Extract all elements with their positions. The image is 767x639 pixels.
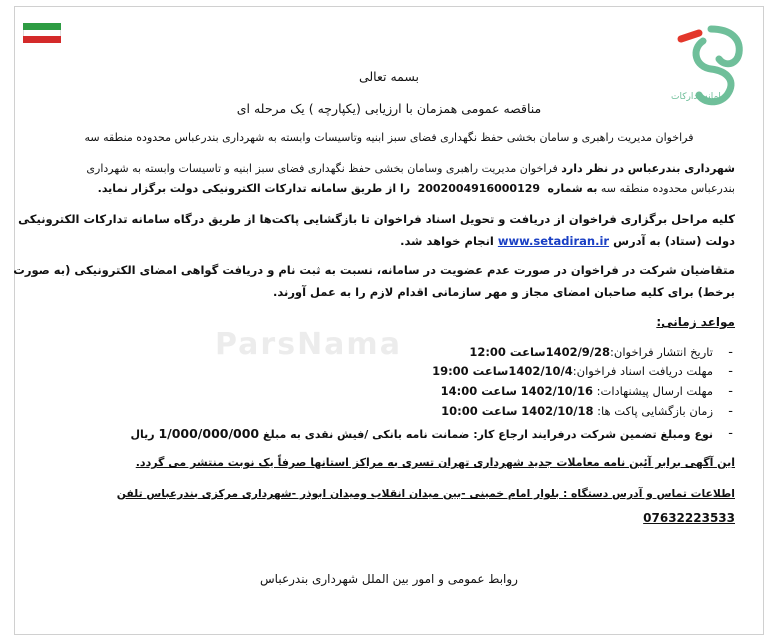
schedule-item-extra: ساعت 12:00 <box>469 345 546 359</box>
document-page <box>14 6 764 635</box>
process-line-2-start: دولت (ستاد) به آدرس <box>613 234 735 248</box>
intro-line-2-end: را از طریق سامانه تدارکات الکترونیکی دولت برگزار نماید. <box>97 182 411 195</box>
schedule-item-extra: ریال <box>130 428 155 441</box>
setadiran-link[interactable]: www.setadiran.ir <box>497 234 610 248</box>
schedule-item-label: مهلت دریافت اسناد فراخوان: <box>572 364 713 378</box>
intro-line-1-rest: فراخوان مدیریت راهبری وسامان بخشی حفظ نگهداری فضای سبز ابنیه و تاسیسات وابسته به شهرداری <box>86 162 558 175</box>
sazman-tadarokat-logo-icon <box>641 19 753 109</box>
bullet: - <box>728 384 733 399</box>
bullet: - <box>728 426 733 441</box>
iran-flag-icon <box>23 23 61 43</box>
bullet: - <box>728 364 733 379</box>
basmala: بسمه تعالی <box>358 69 420 84</box>
tender-title: مناقصه عمومی همزمان با ارزیابی (یکپارچه ) یک مرحله ای <box>236 101 542 116</box>
intro-number-label: به شماره <box>547 182 598 195</box>
schedule-item-value: 1402/10/4 <box>508 364 573 378</box>
notice-text: این آگهی برابر آئین نامه معاملات جدید شهرداری تهران تسری به مراکز استانها صرفاً یک نوبت منتشر می گردد. <box>135 456 735 469</box>
schedule-item-value: 1402/10/18 <box>521 404 594 418</box>
svg-text:سامانه تدارکات: سامانه تدارکات <box>671 92 729 102</box>
schedule-item-extra: ساعت 10:00 <box>441 404 518 418</box>
schedule-item <box>130 426 713 441</box>
process-line-2 <box>400 234 735 248</box>
applicants-line-2: برخط) برای کلیه صاحبان امضای مجاز و مهر سازمانی اقدام لازم را به عمل آورند. <box>272 285 735 299</box>
schedule-item-value: 1/000/000/000 <box>158 426 260 441</box>
schedule-item-value: 1402/9/28 <box>545 345 611 359</box>
schedule-heading: مواعد زمانی: <box>656 315 735 329</box>
tender-subtitle: فراخوان مدیریت راهبری و سامان بخشی حفظ نگهداری فضای سبز ابنیه وتاسیسات وابسته به شهرداری بندرعباس محدوده منطقه سه <box>84 131 694 144</box>
contact-phone: 07632223533 <box>643 511 735 525</box>
schedule-item-label: مهلت ارسال پیشنهادات: <box>596 384 713 398</box>
schedule-item <box>441 384 713 398</box>
schedule-item-label: نوع ومبلغ تضمین شرکت درفرایند ارجاع کار: ضمانت نامه بانکی /فیش نقدی به مبلغ <box>262 428 713 441</box>
schedule-item <box>441 404 713 418</box>
schedule-item <box>432 364 713 378</box>
tender-number: 2002004916000129 <box>417 182 541 195</box>
process-line-1: کلیه مراحل برگزاری فراخوان از دریافت و تحویل اسناد فراخوان تا بازگشایی پاکت‌ها از طریق درگاه سامانه تدارکات الکترونیکی <box>18 212 735 226</box>
applicants-line-1: متقاضیان شرکت در فراخوان در صورت عدم عضویت در سامانه، نسبت به ثبت نام و دریافت گواهی امضای الکترونیکی (به صورت <box>13 263 735 277</box>
intro-bold-lead: شهرداری بندرعباس در نظر دارد <box>561 162 735 175</box>
schedule-item-label: تاریخ انتشار فراخوان: <box>610 345 713 359</box>
schedule-item-extra: ساعت 19:00 <box>432 364 509 378</box>
schedule-item-value: 1402/10/16 <box>520 384 593 398</box>
schedule-item-extra: ساعت 14:00 <box>440 384 517 398</box>
intro-line-2-start: بندرعباس محدوده منطقه سه <box>600 182 735 195</box>
schedule-item-label: زمان بازگشایی پاکت ها: <box>597 404 713 418</box>
watermark-text: ParsNama <box>215 327 402 362</box>
process-line-2-end: انجام خواهد شد. <box>400 234 494 248</box>
bullet: - <box>728 345 733 360</box>
schedule-item <box>469 345 713 359</box>
bullet: - <box>728 404 733 419</box>
footer-signature: روابط عمومی و امور بین الملل شهرداری بندرعباس <box>260 572 518 586</box>
contact-line: اطلاعات تماس و آدرس دستگاه : بلوار امام خمینی -بین میدان انقلاب ومیدان ابوذر -شهرداری مرکزی بندرعباس تلفن <box>116 487 735 500</box>
intro-line-1 <box>86 162 735 175</box>
intro-line-2 <box>98 182 735 195</box>
